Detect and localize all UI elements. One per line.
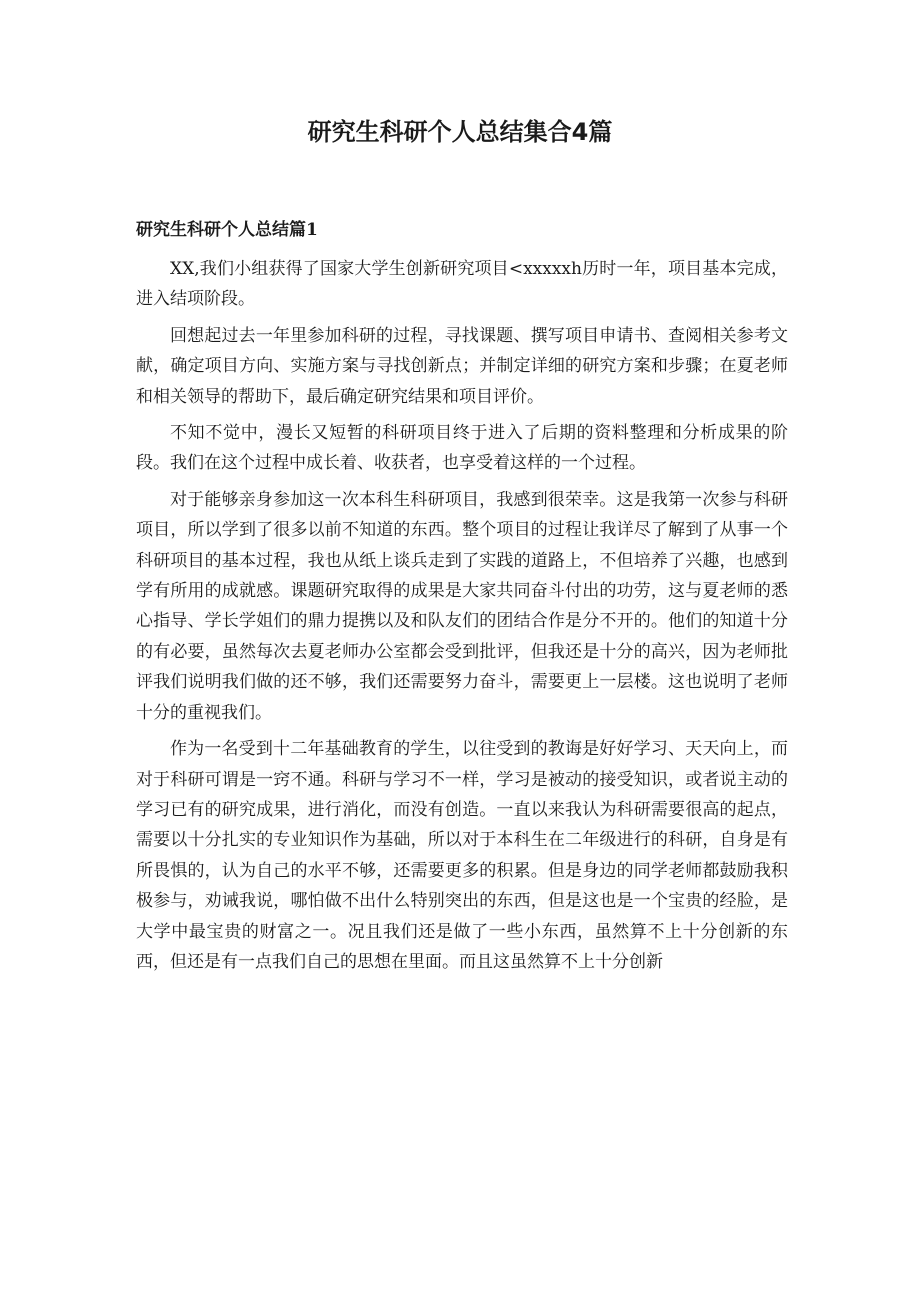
- paragraph: 作为一名受到十二年基础教育的学生，以往受到的教诲是好好学习、天天向上，而对于科研可谓是一窍不通。科研与学习不一样，学习是被动的接受知识，或者说主动的学习已有的研究成果，进行消化，而没有创造。一直以来我认为科研需要很高的起点，需要以十分扎实的专业知识作为基础，所以对于本科生在二年级进行的科研，自身是有所畏惧的，认为自己的水平不够，还需要更多的积累。但是身边的同学老师都鼓励我积极参与，劝诫我说，哪怕做不出什么特别突出的东西，但是这也是一个宝贵的经脸，是大学中最宝贵的财富之一。况且我们还是做了一些小东西，虽然算不上十分创新的东西，但还是有一点我们自己的思想在里面。而且这虽然算不上十分创新: [136, 739, 788, 972]
- paragraph: XX,我们小组获得了国家大学生创新研究项目<xxxxxh历时一年，项目基本完成，进入结项阶段。: [136, 259, 788, 310]
- section-heading: 研究生科研个人总结篇1: [136, 220, 318, 240]
- document-title: 研究生科研个人总结集合4篇: [307, 118, 613, 146]
- paragraph: 不知不觉中，漫长又短暂的科研项目终于进入了后期的资料整理和分析成果的阶段。我们在这个过程中成长着、收获者，也享受着这样的一个过程。: [136, 423, 788, 474]
- paragraph: 回想起过去一年里参加科研的过程，寻找课题、撰写项目申请书、查阅相关参考文献，确定项目方向、实施方案与寻找创新点；并制定详细的研究方案和步骤；在夏老师和相关领导的帮助下，最后确定研究结果和项目评价。: [136, 325, 788, 407]
- document-body: [136, 254, 788, 983]
- paragraph: 对于能够亲身参加这一次本科生科研项目，我感到很荣幸。这是我第一次参与科研项目，所以学到了很多以前不知道的东西。整个项目的过程让我详尽了解到了从事一个科研项目的基本过程，我也从纸上谈兵走到了实践的道路上，不但培养了兴趣，也感到学有所用的成就感。课题研究取得的成果是大家共同奋斗付出的功劳，这与夏老师的悉心指导、学长学姐们的鼎力提携以及和队友们的团结合作是分不开的。他们的知道十分的有必要，虽然每次去夏老师办公室都会受到批评，但我还是十分的高兴，因为老师批评我们说明我们做的还不够，我们还需要努力奋斗，需要更上一层楼。这也说明了老师十分的重视我们。: [136, 489, 788, 723]
